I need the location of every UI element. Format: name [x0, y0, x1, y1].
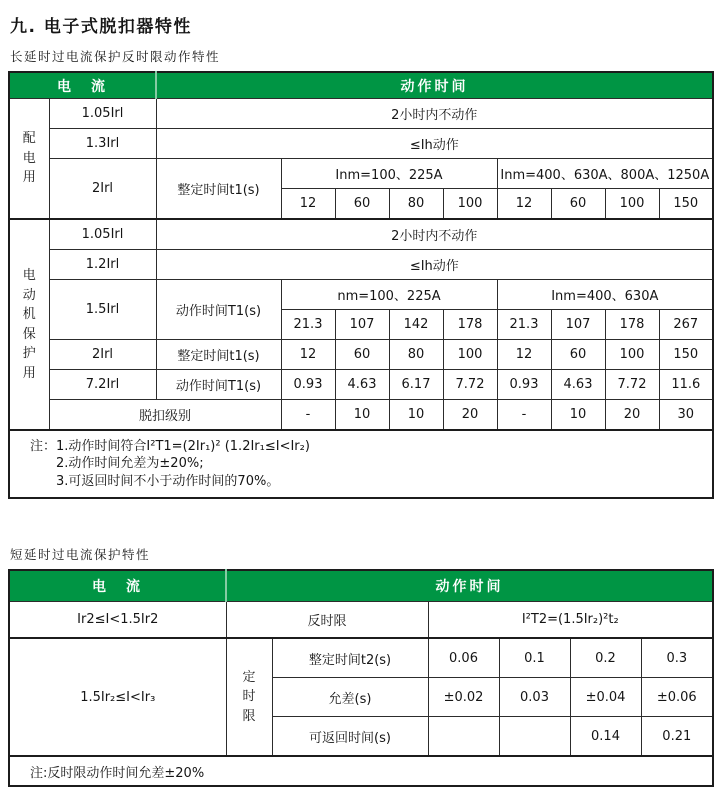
value-cell: 0.21 — [641, 717, 713, 757]
value-cell: 60 — [335, 189, 389, 220]
value-cell: 0.93 — [497, 370, 551, 400]
table2-caption: 短延时过电流保护特性 — [10, 547, 151, 562]
value-cell: 100 — [605, 340, 659, 370]
value-cell: 0.14 — [570, 717, 641, 757]
value-cell: 21.3 — [281, 310, 335, 340]
t1-s2r4-current: 2Irl — [49, 340, 156, 370]
value-cell: 178 — [443, 310, 497, 340]
value-cell: 100 — [605, 189, 659, 220]
value-cell: 10 — [551, 400, 605, 431]
long-delay-table — [8, 71, 714, 499]
t1-s1r2-value: ≤Ih动作 — [156, 129, 713, 159]
value-cell: - — [497, 400, 551, 431]
t2-r1-mode: 反时限 — [226, 602, 428, 639]
value-cell: 4.63 — [551, 370, 605, 400]
t1-s1r3-group1: Inm=100、225A — [281, 159, 497, 189]
t1-s2r2-value: ≤Ih动作 — [156, 250, 713, 280]
t1-s2r2-current: 1.2Irl — [49, 250, 156, 280]
value-cell: 150 — [659, 189, 713, 220]
t1-section-motor-protection — [9, 219, 49, 430]
note-line-3: 3.可返回时间不小于动作时间的70%。 — [56, 473, 280, 489]
t2-r1-formula: I²T2=(1.5Ir₂)²t₂ — [428, 602, 713, 639]
t1-s2r1-current: 1.05Irl — [49, 219, 156, 250]
value-cell: 12 — [497, 340, 551, 370]
t1-s1r1-value: 2小时内不动作 — [156, 99, 713, 129]
t1-s2r3-group2: Inm=400、630A — [497, 280, 713, 310]
t1-s2r1-value: 2小时内不动作 — [156, 219, 713, 250]
t2-header-current: 电 流 — [9, 570, 226, 602]
value-cell: 11.6 — [659, 370, 713, 400]
value-cell: ±0.04 — [570, 678, 641, 717]
t1-s2r3-label: 动作时间T1(s) — [156, 280, 281, 340]
value-cell: 0.1 — [499, 638, 570, 678]
value-cell: 12 — [281, 340, 335, 370]
t2-r1-current: Ir2≤I<1.5Ir2 — [9, 602, 226, 639]
value-cell: 60 — [551, 340, 605, 370]
value-cell: 178 — [605, 310, 659, 340]
value-cell: 30 — [659, 400, 713, 431]
table1-caption: 长延时过电流保护反时限动作特性 — [10, 49, 221, 64]
value-cell: 0.06 — [428, 638, 499, 678]
value-cell: 60 — [551, 189, 605, 220]
page-title: 九. 电子式脱扣器特性 — [10, 17, 192, 37]
value-cell: 107 — [551, 310, 605, 340]
t1-trip-class-label: 脱扣级别 — [49, 400, 281, 431]
value-cell: 100 — [443, 340, 497, 370]
value-cell: 107 — [335, 310, 389, 340]
value-cell: 0.03 — [499, 678, 570, 717]
note-prefix: 注： — [30, 438, 57, 454]
value-cell: 12 — [497, 189, 551, 220]
t1-s1r3-label: 整定时间t1(s) — [156, 159, 281, 220]
value-cell: 12 — [281, 189, 335, 220]
t1-s1r1-current: 1.05Irl — [49, 99, 156, 129]
t1-s2r5-label: 动作时间T1(s) — [156, 370, 281, 400]
value-cell: 150 — [659, 340, 713, 370]
section-label: 配电用 — [22, 131, 36, 186]
t2-mode-definite-time — [226, 638, 272, 756]
value-cell: 6.17 — [389, 370, 443, 400]
t2-header-action-time: 动作时间 — [226, 570, 713, 602]
value-cell: 0.93 — [281, 370, 335, 400]
section-label: 电动机保护用 — [22, 268, 36, 381]
t2-row-label: 可返回时间(s) — [272, 717, 428, 757]
value-cell: 20 — [605, 400, 659, 431]
t2-note: 注:反时限动作时间允差±20% — [9, 756, 713, 786]
t1-s1r2-current: 1.3Irl — [49, 129, 156, 159]
value-cell: 142 — [389, 310, 443, 340]
t1-s1r3-current: 2Irl — [49, 159, 156, 220]
t1-s2r3-current: 1.5Irl — [49, 280, 156, 340]
t1-header-action-time: 动作时间 — [156, 72, 713, 99]
t2-r2-current: 1.5Ir₂≤I<Ir₃ — [9, 638, 226, 756]
value-cell: 10 — [389, 400, 443, 431]
value-cell — [428, 717, 499, 757]
t1-section-distribution — [9, 99, 49, 220]
value-cell: 7.72 — [605, 370, 659, 400]
t1-s2r4-label: 整定时间t1(s) — [156, 340, 281, 370]
value-cell: 4.63 — [335, 370, 389, 400]
value-cell: ±0.06 — [641, 678, 713, 717]
value-cell: 80 — [389, 189, 443, 220]
value-cell: 10 — [335, 400, 389, 431]
value-cell: 60 — [335, 340, 389, 370]
value-cell: 0.2 — [570, 638, 641, 678]
short-delay-table — [8, 569, 714, 787]
value-cell: - — [281, 400, 335, 431]
mode-label: 定时限 — [242, 669, 256, 724]
value-cell — [499, 717, 570, 757]
value-cell: 20 — [443, 400, 497, 431]
value-cell: 100 — [443, 189, 497, 220]
value-cell: 7.72 — [443, 370, 497, 400]
value-cell: 267 — [659, 310, 713, 340]
t1-s1r3-group2: Inm=400、630A、800A、1250A — [497, 159, 713, 189]
t2-row-label: 整定时间t2(s) — [272, 638, 428, 678]
t1-notes — [9, 430, 713, 498]
value-cell: 80 — [389, 340, 443, 370]
note-line-1: 1.动作时间符合I²T1=(2Ir₁)² (1.2Ir₁≤I<Ir₂) — [56, 438, 310, 454]
value-cell: 0.3 — [641, 638, 713, 678]
t2-row-label: 允差(s) — [272, 678, 428, 717]
value-cell: ±0.02 — [428, 678, 499, 717]
value-cell: 21.3 — [497, 310, 551, 340]
t1-header-current: 电 流 — [9, 72, 156, 99]
note-line-2: 2.动作时间允差为±20%; — [56, 456, 204, 472]
t1-s2r5-current: 7.2Irl — [49, 370, 156, 400]
t1-s2r3-group1: nm=100、225A — [281, 280, 497, 310]
